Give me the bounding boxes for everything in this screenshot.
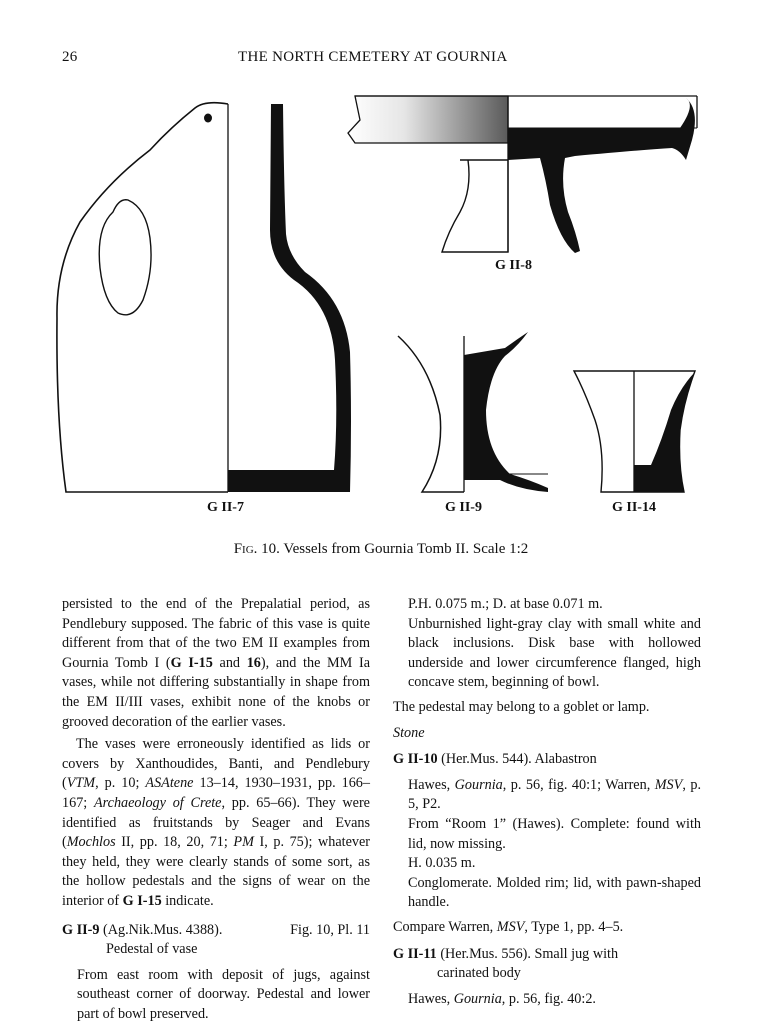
entry-g2-10-find: From “Room 1” (Hawes). Complete: found with lid, now missing. [408,815,701,852]
vessel-g2-9-drawing [398,332,548,492]
label-g2-7: G II-7 [207,500,244,515]
entry-g2-10-description: Conglomerate. Molded rim; lid, with pawn-shaped handle. [408,874,701,911]
left-column [62,595,370,1024]
g2-9-description: Unburnished light-gray clay with small white and black inclusions. Disk base with hollowed underside and lower circumference flanged, high concave stem, beginning of bowl. [408,615,701,691]
section-stone: Stone [393,724,425,741]
pedestal-note: The pedestal may belong to a goblet or lamp. [393,698,650,715]
vessel-g2-14-drawing [574,371,695,492]
paragraph-identification: The vases were erroneously identified as lids or covers by Xanthoudides, Banti, and Pendlebury (VTM, p. 10; ASAtene 13–14, 1930–1931, pp. 166–167; Archaeology of Crete, pp. 65–66). They were identified as fruitstands by Seager and Evans (Mochlos II, pp. 18, 20, 71; PM I, p. 75); whatever they held, they were clearly stands of some sort, as the hollow pedestals and the signs of wear on the interior of G I-15 indicate. [62,736,370,909]
page-number: 26 [62,49,78,65]
label-g2-8: G II-8 [495,258,532,273]
entry-g2-11-id: G II-11 [393,945,437,962]
entry-g2-9-title: Pedestal of vase [106,941,198,958]
entry-g2-10-bibliography: Hawes, Gournia, p. 56, fig. 40:1; Warren, MSV, p. 5, P2. [408,776,702,813]
label-g2-14: G II-14 [612,500,656,515]
figure-caption-prefix: Fig. [233,541,258,557]
entry-g2-10-heading [393,750,701,770]
figure-10-drawings [40,84,720,524]
entry-g2-11-heading [393,945,701,965]
entry-g2-11 [393,945,701,1010]
running-title: THE NORTH CEMETERY AT GOURNIA [238,49,508,65]
entry-g2-9-museum: (Ag.Nik.Mus. 4388). [99,921,223,938]
entry-g2-9-refs: Fig. 10, Pl. 11 [290,921,370,938]
entry-g2-9-heading [62,921,370,941]
figure-caption-text: 10. Vessels from Gournia Tomb II. Scale 1:2 [257,541,529,557]
paragraph-fabric: persisted to the end of the Prepalatial period, as Pendlebury supposed. The fabric of this vase is quite different from that of the two EM II examples from Gournia Tomb I (G I-15 and 16), and the MM Ia vases, while not differing substantially in shape from the EM II/III vases, exhibit none of the knobs or grooved decoration of the earlier vases. [62,596,370,730]
entry-g2-10-dimensions: H. 0.035 m. [408,855,476,872]
entry-g2-10-id: G II-10 [393,751,438,768]
vessel-g2-7-drawing [57,103,351,492]
entry-g2-11-museum: (Her.Mus. 556). Small jug with [436,945,619,962]
vessel-g2-8-drawing [348,96,697,253]
entry-g2-11-bibliography: Hawes, Gournia, p. 56, fig. 40:2. [408,990,596,1007]
entry-g2-9 [62,921,370,1024]
figure-caption [0,541,762,558]
entry-g2-9-find: From east room with deposit of jugs, against southeast corner of doorway. Pedestal and lower part of bowl preserved. [77,966,370,1022]
entry-g2-9-id: G II-9 [62,921,100,938]
compare-note: Compare Warren, MSV, Type 1, pp. 4–5. [393,918,624,935]
entry-g2-10-museum: (Her.Mus. 544). Alabastron [437,751,597,768]
entry-g2-11-title: carinated body [437,965,521,982]
label-g2-9: G II-9 [445,500,482,515]
right-column [393,595,701,1009]
g2-9-dimensions: P.H. 0.075 m.; D. at base 0.071 m. [408,596,603,612]
entry-g2-10 [393,750,701,913]
